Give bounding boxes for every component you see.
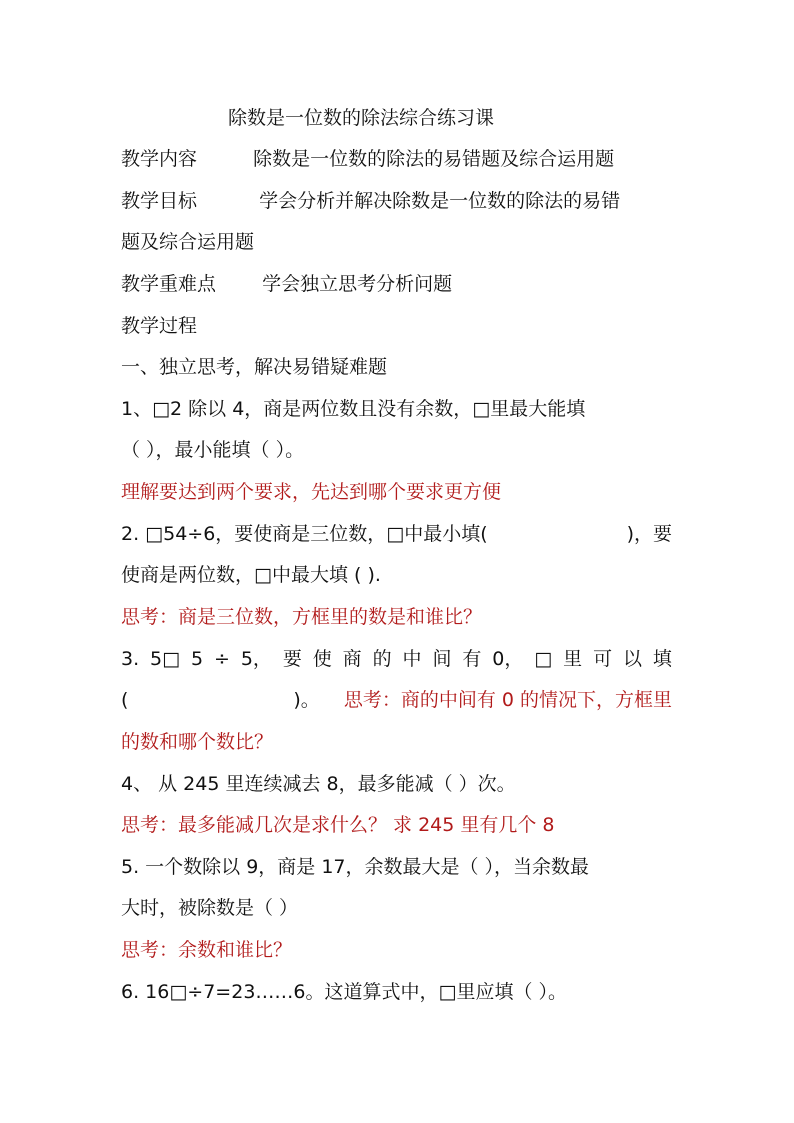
- q3-token: 使: [312, 648, 332, 670]
- teaching-difficulty-row: [121, 272, 452, 296]
- page-title: 除数是一位数的除法综合练习课: [228, 107, 495, 129]
- question-1-line-1: 1、□2 除以 4，商是两位数且没有余数，□里最大能填: [121, 398, 586, 420]
- question-5-line-2: 大时，被除数是（ ）: [121, 897, 299, 919]
- question-1-line-2: （ ），最小能填（ ）。: [121, 439, 305, 461]
- q3-token: 以: [622, 648, 642, 670]
- question-4-line-1: 4、 从 245 里连续减去 8，最多能减（ ）次。: [121, 773, 516, 795]
- question-3-hint-continued: 的数和哪个数比？: [121, 731, 274, 753]
- question-2-text: 2. □54÷6，要使商是三位数，□中最小填(: [121, 523, 488, 545]
- q3-token: 间: [432, 648, 452, 670]
- question-2-line-2: 使商是两位数，□中最大填 ( ).: [121, 564, 381, 586]
- teaching-content-label: 教学内容: [121, 148, 198, 170]
- q3-token: 有: [462, 648, 482, 670]
- teaching-goal-text-continued: 题及综合运用题: [121, 231, 255, 253]
- q3-token: 0，: [492, 648, 524, 670]
- q3-token: 5: [191, 648, 204, 670]
- question-2-line-1: [121, 522, 672, 546]
- q3-token: 可: [593, 648, 613, 670]
- teaching-goal-label: 教学目标: [121, 190, 198, 212]
- teaching-goal-row: [121, 189, 620, 213]
- q3-token: 填: [652, 648, 672, 670]
- q3-token: 的: [372, 648, 392, 670]
- q3-token: 5，: [240, 648, 272, 670]
- q3-token: □: [534, 648, 553, 670]
- q3-token: 要: [282, 648, 302, 670]
- q3-token: ÷: [214, 648, 230, 670]
- section-heading: 一、独立思考，解决易错疑难题: [121, 356, 388, 378]
- question-4-hint: 思考：最多能减几次是求什么？ 求 245 里有几个 8: [121, 814, 555, 836]
- teaching-goal-text: 学会分析并解决除数是一位数的除法的易错: [259, 190, 621, 212]
- teaching-process-heading: 教学过程: [121, 315, 198, 337]
- question-3-line-1: [121, 647, 672, 671]
- q3-token: 3.: [121, 648, 140, 670]
- question-3-line-2: [121, 688, 672, 712]
- q3-token: 5□: [150, 648, 181, 670]
- question-1-hint: 理解要达到两个要求，先达到哪个要求更方便: [121, 481, 502, 503]
- question-2-text-end: )，要: [626, 523, 672, 545]
- q3-token: 中: [402, 648, 422, 670]
- question-5-line-1: 5. 一个数除以 9，商是 17，余数最大是（ ），当余数最: [121, 856, 590, 878]
- q3-blank-close: )。: [293, 689, 320, 711]
- teaching-content-row: [121, 147, 614, 171]
- teaching-content-text: 除数是一位数的除法的易错题及综合运用题: [253, 148, 615, 170]
- teaching-difficulty-text: 学会独立思考分析问题: [262, 273, 453, 295]
- q3-token: 商: [342, 648, 362, 670]
- question-3-hint: 思考：商的中间有 0 的情况下，方框里: [343, 689, 672, 711]
- question-6-line-1: 6. 16□÷7=23……6。这道算式中，□里应填（ ）。: [121, 981, 567, 1003]
- question-2-hint: 思考：商是三位数，方框里的数是和谁比？: [121, 606, 483, 628]
- q3-token: 里: [563, 648, 583, 670]
- q3-blank-open: (: [121, 689, 129, 711]
- q3-answer-and-hint: [293, 688, 672, 712]
- question-5-hint: 思考：余数和谁比？: [121, 939, 293, 961]
- teaching-difficulty-label: 教学重难点: [121, 273, 217, 295]
